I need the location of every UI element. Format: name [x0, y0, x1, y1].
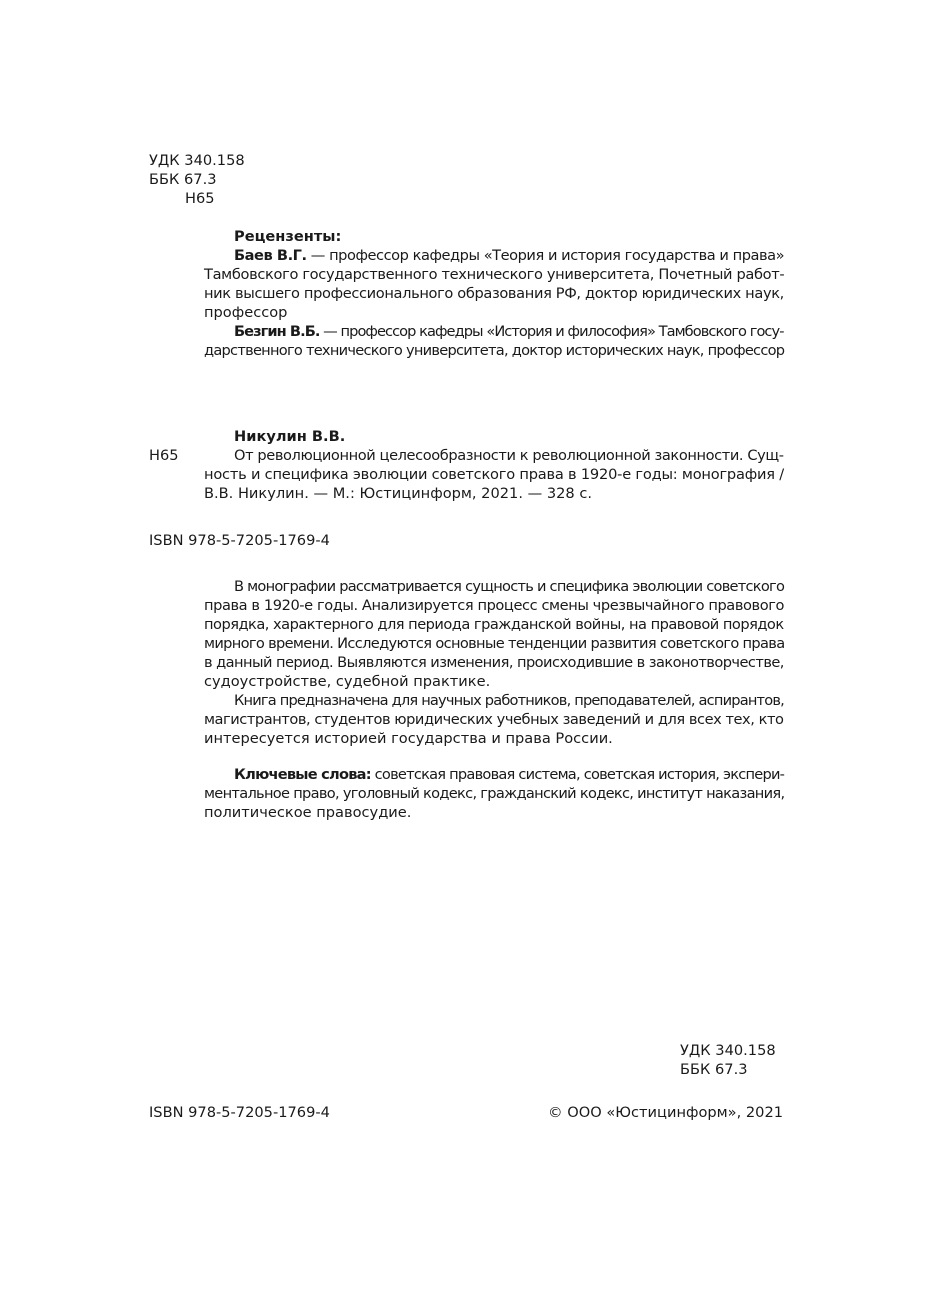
footer-udk: УДК 340.158 [680, 1042, 776, 1059]
keywords-label: Ключевые слова: [234, 766, 371, 783]
keywords-block [204, 765, 784, 822]
copyright: © ООО «Юстицинформ», 2021 [548, 1104, 784, 1121]
abstract-p1-line: В монографии рассматривается сущность и специфика эволюции советского [234, 578, 785, 595]
footer-bbk: ББК 67.3 [680, 1061, 748, 1078]
reviewer-bezgin-line-1: Безгин В.Б. — профессор кафедры «История и философия» Тамбовского госу- [234, 323, 784, 340]
reviewers-block [204, 227, 784, 360]
footer-isbn: ISBN 978-5-7205-1769-4 [149, 1104, 330, 1121]
reviewers-heading: Рецензенты: [234, 228, 342, 245]
bibliography-author-mark: Н65 [149, 447, 179, 464]
reviewer-baev-line-1: Баев В.Г. — профессор кафедры «Теория и история государства и права» [234, 247, 785, 264]
abstract-p1-line: мирного времени. Исследуются основные тенденции развития советского права [204, 635, 785, 652]
abstract-p1-line: судоустройстве, судебной практике. [204, 673, 491, 690]
isbn: ISBN 978-5-7205-1769-4 [149, 532, 330, 549]
keywords-line-1: Ключевые слова: советская правовая система, советская история, экспери- [234, 766, 785, 783]
bibliography-line-3: В.В. Никулин. — М.: Юстицинформ, 2021. — 328 с. [204, 485, 592, 502]
udk-code: УДК 340.158 [149, 152, 245, 169]
reviewer-name: Безгин В.Б. [234, 323, 320, 340]
bbk-code: ББК 67.3 [149, 171, 217, 188]
reviewer-name: Баев В.Г. [234, 247, 307, 264]
abstract-block [204, 577, 784, 748]
abstract-p2-line: магистрантов, студентов юридических учебных заведений и для всех тех, кто [204, 711, 784, 728]
bibliography-line-2: ность и специфика эволюции советского права в 1920-е годы: монография / [204, 466, 784, 483]
reviewer-baev-line-4: профессор [204, 304, 288, 321]
bibliography-author: Никулин В.В. [234, 428, 346, 445]
author-mark: Н65 [185, 190, 215, 207]
reviewer-bezgin-line-2: дарственного технического университета, доктор исторических наук, профессор [204, 342, 785, 359]
reviewer-baev-line-2: Тамбовского государственного технического университета, Почетный работ- [204, 266, 785, 283]
abstract-p1-line: порядка, характерного для периода гражданской войны, на правовой порядок [204, 616, 784, 633]
bibliography-line-1: От революционной целесообразности к революционной законности. Сущ- [234, 447, 784, 464]
abstract-p2-line: Книга предназначена для научных работников, преподавателей, аспирантов, [234, 692, 784, 709]
reviewer-baev-line-3: ник высшего профессионального образования РФ, доктор юридических наук, [204, 285, 784, 302]
abstract-p1-line: в данный период. Выявляются изменения, происходившие в законотворчестве, [204, 654, 784, 671]
abstract-p2-line: интересуется историей государства и права России. [204, 730, 613, 747]
abstract-p1-line: права в 1920-е годы. Анализируется процесс смены чрезвычайного правового [204, 597, 784, 614]
keywords-line-3: политическое правосудие. [204, 804, 412, 821]
keywords-line-2: ментальное право, уголовный кодекс, гражданский кодекс, институт наказания, [204, 785, 785, 802]
bibliography-block [204, 427, 784, 503]
